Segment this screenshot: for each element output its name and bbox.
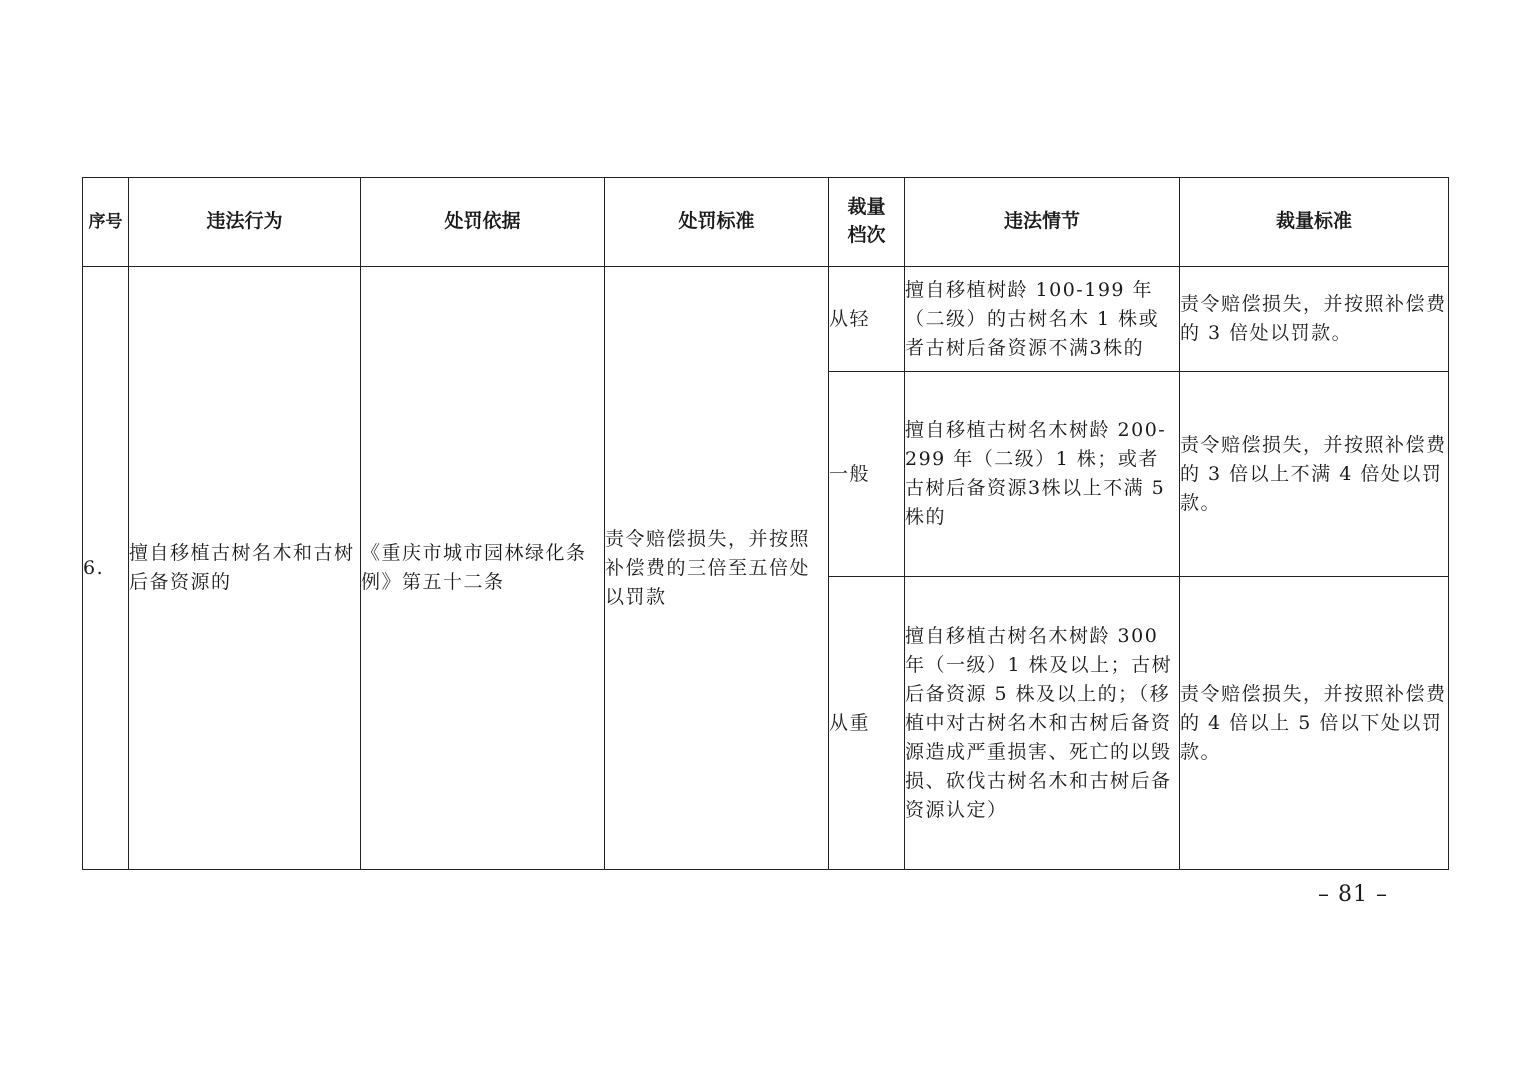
cell-circumstance-light: 擅自移植树龄 100-199 年（二级）的古树名木 1 株或者古树后备资源不满3株的 <box>905 267 1180 372</box>
header-seq: 序号 <box>83 178 129 267</box>
cell-discretion-light: 责令赔偿损失，并按照补偿费的 3 倍处以罚款。 <box>1180 267 1449 372</box>
cell-discretion-general: 责令赔偿损失，并按照补偿费的 3 倍以上不满 4 倍处以罚款。 <box>1180 372 1449 577</box>
page-number: – 81 – <box>1318 882 1388 907</box>
header-circumstance: 违法情节 <box>905 178 1180 267</box>
header-level: 裁量档次 <box>829 178 905 267</box>
cell-circumstance-general: 擅自移植古树名木树龄 200-299 年（二级）1 株；或者古树后备资源3株以上不满 5 株的 <box>905 372 1180 577</box>
penalty-discretion-table <box>82 177 1449 870</box>
cell-level-light: 从轻 <box>829 267 905 372</box>
cell-level-general: 一般 <box>829 372 905 577</box>
cell-level-heavy: 从重 <box>829 577 905 870</box>
cell-standard: 责令赔偿损失，并按照补偿费的三倍至五倍处以罚款 <box>605 267 829 870</box>
cell-circumstance-heavy: 擅自移植古树名木树龄 300 年（一级）1 株及以上；古树后备资源 5 株及以上的；（移植中对古树名木和古树后备资源造成严重损害、死亡的以毁损、砍伐古树名木和古树后备资源认定） <box>905 577 1180 870</box>
table-header-row <box>83 178 1449 267</box>
header-basis: 处罚依据 <box>361 178 605 267</box>
table-row <box>83 267 1449 372</box>
cell-seq: 6. <box>83 267 129 870</box>
cell-basis: 《重庆市城市园林绿化条例》第五十二条 <box>361 267 605 870</box>
header-standard: 处罚标准 <box>605 178 829 267</box>
cell-discretion-heavy: 责令赔偿损失，并按照补偿费的 4 倍以上 5 倍以下处以罚款。 <box>1180 577 1449 870</box>
cell-violation: 擅自移植古树名木和古树后备资源的 <box>129 267 361 870</box>
header-discretion: 裁量标准 <box>1180 178 1449 267</box>
header-violation: 违法行为 <box>129 178 361 267</box>
